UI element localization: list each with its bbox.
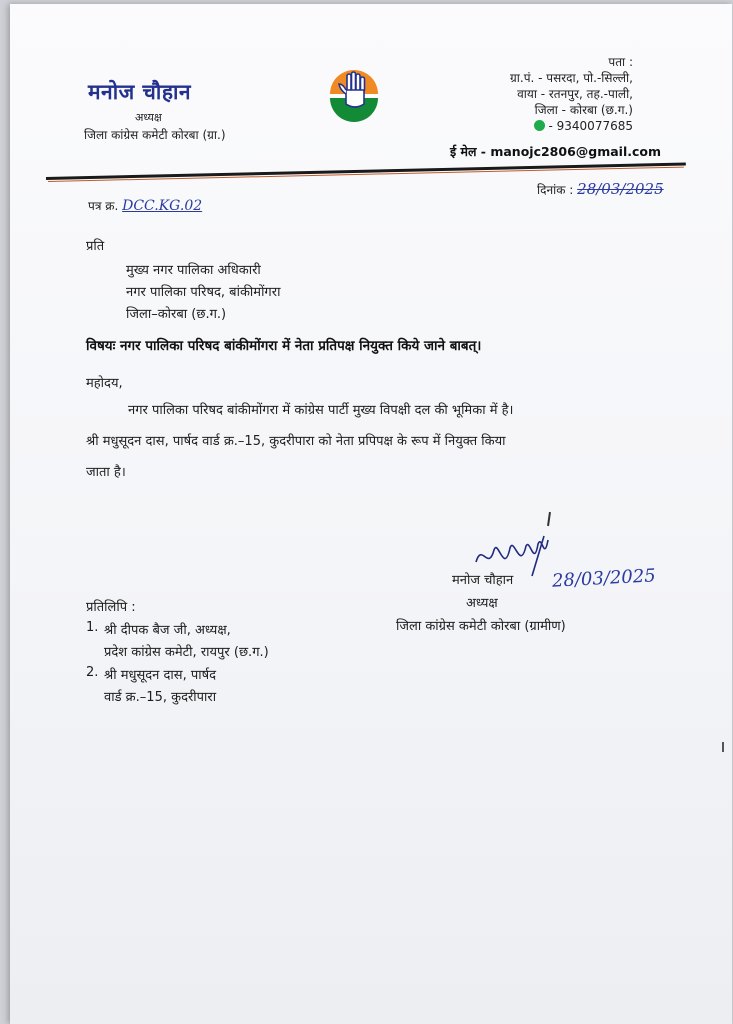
phone-number: - 9340077685	[548, 119, 633, 133]
phone-line	[510, 118, 633, 134]
recipient-line: जिला–कोरबा (छ.ग.)	[126, 307, 227, 322]
letterhead-address	[510, 54, 633, 134]
letter-number-value: DCC.KG.02	[122, 198, 203, 214]
body-line: जाता है।	[86, 465, 126, 480]
body-line: नगर पालिका परिषद बांकीमोंगरा में कांग्रेस पार्टी मुख्य विपक्षी दल की भूमिका में है।	[128, 403, 514, 418]
whatsapp-icon	[534, 120, 545, 131]
email-address: manojc2806@gmail.com	[490, 144, 662, 159]
address-line: वाया - रतनपुर, तह.-पाली,	[517, 87, 633, 101]
letterhead-organization: जिला कांग्रेस कमेटी कोरबा (ग्रा.)	[84, 128, 226, 142]
copy-item-line: श्री दीपक बैज जी, अध्यक्ष,	[104, 623, 231, 638]
letterhead-role: अध्यक्ष	[135, 111, 162, 124]
letter-number	[88, 197, 202, 214]
recipient-prefix: प्रति	[86, 239, 105, 254]
edge-mark	[722, 742, 724, 752]
letter-date	[537, 180, 664, 198]
letter-number-label: पत्र क्र.	[88, 199, 119, 213]
copy-label: प्रतिलिपि :	[86, 600, 136, 615]
recipient-line: नगर पालिका परिषद, बांकीमोंगरा	[126, 285, 281, 300]
address-line: जिला - कोरबा (छ.ग.)	[534, 103, 633, 117]
copy-item-line: प्रदेश कांग्रेस कमेटी, रायपुर (छ.ग.)	[104, 645, 269, 660]
address-label: पता :	[608, 55, 633, 69]
body-line: श्री मधुसूदन दास, पार्षद वार्ड क्र.–15, कुदरीपारा को नेता प्रपिपक्ष के रूप में नियुक्त किया	[86, 434, 506, 449]
email-line	[450, 143, 661, 160]
copy-item-line: वार्ड क्र.–15, कुदरीपारा	[104, 690, 217, 705]
email-label: ई मेल -	[450, 144, 486, 159]
letterhead-name: मनोज चौहान	[88, 80, 192, 104]
copy-item-number: 2.	[86, 665, 99, 680]
signature-date: 28/03/2025	[551, 565, 657, 592]
salutation: महोदय,	[86, 376, 123, 391]
congress-hand-logo-icon	[324, 64, 384, 126]
copy-item-number: 1.	[86, 620, 99, 635]
signatory-name: मनोज चौहान	[452, 573, 514, 588]
copy-item-line: श्री मधुसूदन दास, पार्षद	[104, 668, 217, 683]
recipient-line: मुख्य नगर पालिका अधिकारी	[126, 263, 261, 278]
date-value: 28/03/2025	[577, 180, 664, 198]
signatory-role: अध्यक्ष	[466, 596, 498, 611]
letter-subject: विषयः नगर पालिका परिषद बांकीमोंगरा में नेता प्रतिपक्ष नियुक्त किये जाने बाबत्।	[86, 338, 482, 354]
address-line: ग्रा.पं. - पसरदा, पो.-सिल्ली,	[510, 71, 633, 85]
signatory-organization: जिला कांग्रेस कमेटी कोरबा (ग्रामीण)	[396, 619, 566, 634]
date-label: दिनांक :	[537, 183, 574, 197]
